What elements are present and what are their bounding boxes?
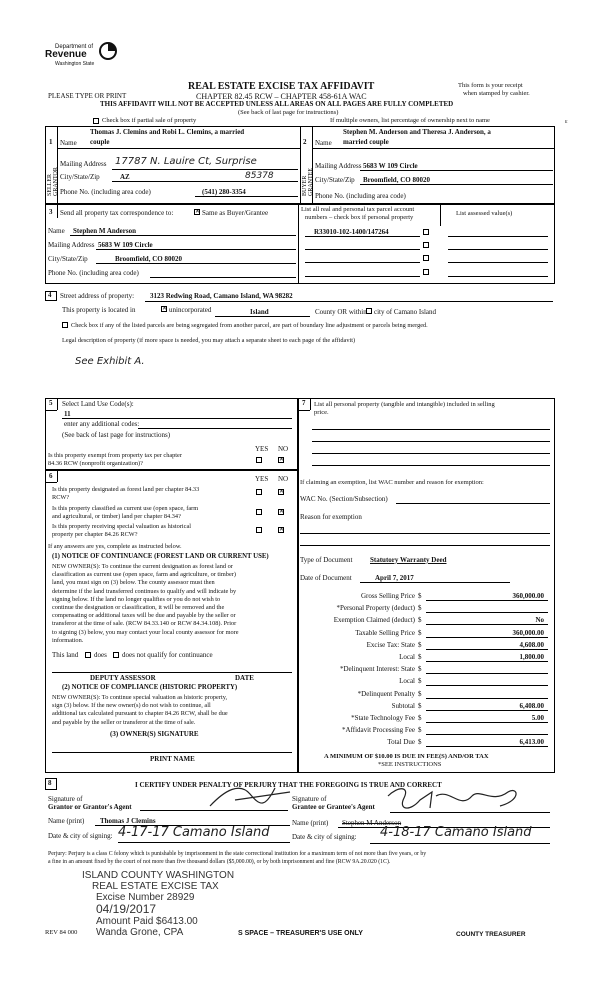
dollar-sign: $ — [418, 628, 422, 637]
section-2-num: 2 — [303, 138, 307, 146]
parcel-header-2: numbers – check box if personal property — [305, 214, 414, 221]
buyer-city-label: City/State/Zip — [315, 176, 355, 184]
street-label: Street address of property: — [60, 292, 135, 300]
tax-row — [300, 688, 552, 700]
grantee-name-value: Stephen M Anderson — [342, 819, 402, 827]
street-value: 3123 Redwing Road, Camano Island, WA 98282 — [150, 292, 293, 300]
additional-codes-label: enter any additional codes: — [64, 420, 140, 428]
yes-6: YES — [255, 475, 269, 483]
tax-row — [300, 602, 552, 614]
grantee-date-value: 4-18-17 Camano Island — [380, 825, 532, 840]
grantee-sig-label-1: Signature of — [292, 795, 327, 803]
tax-row-value: 360,000.00 — [512, 592, 544, 600]
county-value: Island — [250, 308, 269, 316]
unincorporated-checkbox[interactable]: ✕ — [162, 306, 168, 312]
current-use-q-2: and agricultural, or timber) land per chapter 84.34? — [52, 513, 181, 520]
segregated-checkbox[interactable] — [62, 322, 68, 328]
notice-1-line: NEW OWNER(S): To continue the current designation as forest land or — [52, 563, 233, 570]
tax-row — [300, 651, 552, 663]
treasurer-stamp — [82, 870, 252, 938]
owner-signature-label: (3) OWNER(S) SIGNATURE — [110, 730, 199, 738]
city-of-checkbox[interactable] — [366, 308, 372, 314]
exempt-q-2: 84.36 RCW (nonprofit organization)? — [48, 460, 143, 467]
tax-row — [300, 700, 552, 712]
exemption-label: If claiming an exemption, list WAC number and reason for exemption: — [300, 479, 484, 486]
seller-side-label: SELLER GRANTOR — [47, 167, 59, 196]
segregated-label: Check box if any of the listed parcels are being segregated from another parcel, are part of boundary line adjustment or parcels being merged. — [71, 322, 428, 329]
seller-name-label: Name — [60, 139, 77, 147]
stamp-line-4: 04/19/2017 — [96, 902, 157, 916]
corr-mailing-label: Mailing Address — [48, 241, 95, 249]
form-title: REAL ESTATE EXCISE TAX AFFIDAVIT — [188, 81, 375, 92]
see-back-5: (See back of last page for instructions) — [62, 431, 171, 439]
grantor-date-label: Date & city of signing: — [48, 832, 113, 840]
historic-q-1: Is this property receiving special valuation as historical — [52, 523, 192, 530]
grantee-name-label: Name (print) — [292, 819, 329, 827]
dollar-sign: $ — [418, 701, 422, 710]
parcel-header-1: List all real and personal tax parcel account — [301, 206, 415, 213]
deputy-assessor-label: DEPUTY ASSESSOR — [90, 674, 156, 682]
notice-1-line: information. — [52, 636, 84, 644]
dollar-sign: $ — [418, 726, 422, 735]
located-label: This property is located in — [62, 306, 136, 314]
section-1-num: 1 — [49, 138, 53, 146]
please-type: PLEASE TYPE OR PRINT — [48, 92, 127, 100]
personal-property-label-2: price. — [314, 409, 329, 416]
tax-row-label: Gross Selling Price — [360, 592, 415, 600]
buyer-phone-label: Phone No. (including area code) — [315, 192, 406, 200]
seller-zip: 85378 — [245, 171, 274, 181]
tax-row — [300, 736, 552, 748]
does-label: does — [94, 651, 107, 659]
tax-row-value: 4,608.00 — [519, 640, 544, 649]
land-use-value: 11 — [64, 410, 71, 418]
tax-row-label: *Affidavit Processing Fee — [342, 726, 415, 735]
section-3-num: 3 — [49, 208, 53, 216]
doc-type-value: Statutory Warranty Deed — [370, 556, 447, 564]
notice-1-line: to signing (3) below, you may contact your local county assessor for more — [52, 628, 239, 636]
tax-row — [300, 627, 552, 639]
dollar-sign: $ — [418, 713, 422, 722]
land-use-label: Select Land Use Code(s): — [62, 400, 134, 408]
seller-mailing-label: Mailing Address — [60, 160, 107, 168]
tax-row-label: Subtotal — [391, 701, 415, 710]
buyer-name-label: Name — [315, 139, 332, 147]
grantee-date-label: Date & city of signing: — [292, 833, 357, 841]
tax-row-label: Total Due — [387, 738, 415, 747]
section-4-num: 4 — [48, 291, 52, 299]
tax-row-label: *Delinquent Interest: State — [339, 665, 415, 674]
exempt-q-1: Is this property exempt from property tax per chapter — [48, 452, 182, 459]
seller-state: AZ — [120, 173, 130, 181]
assessed-header: List assessed value(s) — [456, 210, 513, 217]
partial-sale-checkbox[interactable] — [93, 118, 99, 124]
parcel-4-checkbox[interactable] — [423, 269, 429, 275]
tax-row — [300, 712, 552, 724]
legal-value: See Exhibit A. — [75, 356, 145, 367]
historic-yes-checkbox[interactable] — [256, 527, 262, 533]
corr-mailing: 5683 W 109 Circle — [98, 241, 153, 249]
see-back-top: (See back of last page for instructions) — [238, 109, 339, 116]
notice-1-title: (1) NOTICE OF CONTINUANCE (FOREST LAND OR CURRENT USE) — [52, 553, 269, 560]
tax-row-label: Exemption Claimed (deduct) — [333, 616, 415, 625]
doc-type-label: Type of Document — [300, 556, 353, 564]
same-as-buyer-label: Same as Buyer/Grantee — [202, 209, 269, 217]
stamp-line-3: Excise Number 28929 — [96, 892, 195, 903]
dor-dept-line1: Department of — [55, 44, 94, 50]
yes-5: YES — [255, 445, 269, 453]
grantor-name-value: Thomas J Clemins — [100, 817, 156, 825]
does-not-qualify-checkbox[interactable] — [113, 652, 119, 658]
buyer-city-value: Broomfield, CO 80020 — [363, 176, 430, 184]
buyer-mailing-label: Mailing Address — [315, 162, 362, 170]
notice-2-line: additional tax calculated pursuant to chapter 84.26 RCW, shall be due — [52, 710, 228, 718]
buyer-name-line2: married couple — [343, 138, 389, 146]
notice-2-line: sign (3) below. If the new owner(s) do not wish to continue, all — [52, 702, 211, 710]
tax-row-label: *Personal Property (deduct) — [336, 604, 415, 613]
stamp-line-1: ISLAND COUNTY WASHINGTON — [82, 870, 235, 881]
notice-1-line: continue the designation or classification, it will be removed and the — [52, 604, 225, 612]
reason-label: Reason for exemption — [300, 513, 362, 521]
seller-phone-label: Phone No. (including area code) — [60, 188, 151, 196]
rev-number: REV 84 000 — [45, 929, 78, 936]
seller-phone: (541) 280-3354 — [202, 188, 246, 196]
multiple-owners-note: If multiple owners, list percentage of ownership next to name — [330, 117, 490, 124]
doc-date-value: April 7, 2017 — [375, 574, 414, 582]
forest-no-checkbox[interactable]: ✕ — [279, 489, 285, 495]
see-instructions: *SEE INSTRUCTIONS — [378, 761, 442, 768]
stray-mark: ε — [565, 119, 568, 125]
notice-1-line: determine if the land transferred continues to qualify and will indicate by — [52, 587, 237, 595]
city-of-value: city of Camano Island — [374, 308, 437, 316]
corr-phone-label: Phone No. (including area code) — [48, 269, 139, 277]
tax-row-label: *Delinquent Penalty — [357, 689, 415, 698]
dollar-sign: $ — [418, 616, 422, 625]
buyer-mailing-value: 5683 W 109 Circle — [363, 162, 418, 170]
parcel-1-checkbox[interactable] — [423, 229, 429, 235]
minimum-note: A MINIMUM OF $10.00 IS DUE IN FEE(S) AND/OR TAX — [324, 753, 489, 760]
receipt-note-1: This form is your receipt — [458, 82, 523, 89]
notice-1-line: transferor at the time of sale. (RCW 84.33.140 or RCW 84.34.108). Prior — [52, 620, 237, 628]
notice-2-body — [52, 694, 294, 727]
perjury-line-1: Perjury: Perjury is a class C felony which is punishable by imprisonment in the state correctional institution for a maximum term of not more than five years, or by — [48, 851, 427, 857]
forest-yes-checkbox[interactable] — [256, 489, 262, 495]
parcel-2-checkbox[interactable] — [423, 242, 429, 248]
tax-calc-table — [300, 590, 552, 750]
seller-name-line2: couple — [90, 138, 110, 146]
buyer-name-line1: Stephen M. Anderson and Theresa J. Anderson, a — [343, 128, 491, 136]
tax-row-value: 1,800.00 — [519, 652, 544, 661]
corr-name-label: Name — [48, 227, 65, 235]
section-8-num: 8 — [48, 779, 52, 787]
doc-date-label: Date of Document — [300, 574, 352, 582]
tax-row — [300, 639, 552, 651]
notice-1-line: classification as current use (open space, farm and agriculture, or timber) — [52, 571, 236, 579]
parcel-3-checkbox[interactable] — [423, 255, 429, 261]
stamp-line-5: Amount Paid $6413.00 — [96, 916, 198, 927]
warning-text: THIS AFFIDAVIT WILL NOT BE ACCEPTED UNLESS ALL AREAS ON ALL PAGES ARE FULLY COMPLETED — [100, 100, 454, 108]
tax-row-label: *State Technology Fee — [351, 713, 415, 722]
dor-logo — [45, 40, 120, 70]
tax-row — [300, 675, 552, 687]
personal-property-label-1: List all personal property (tangible and intangible) included in selling — [314, 401, 495, 408]
historic-q-2: property per chapter 84.26 RCW? — [52, 531, 138, 538]
does-not-label: does not qualify for continuance — [122, 651, 213, 659]
dollar-sign: $ — [418, 652, 422, 661]
notice-1-body — [52, 563, 294, 645]
tax-row-value: 360,000.00 — [512, 628, 544, 637]
perjury-line-2: a fine in an amount fixed by the court of not more than five thousand dollars ($5,000.00), or by both imprisonment and fine (RCW 9A.20.020 (1C). — [48, 859, 391, 865]
tax-row — [300, 663, 552, 675]
dollar-sign: $ — [418, 677, 422, 686]
county-label: County OR within — [315, 308, 367, 316]
dor-emblem-icon — [97, 40, 119, 62]
no-5: NO — [278, 445, 289, 453]
seller-mailing-value: 17787 N. Lauire Ct, Surprise — [115, 156, 257, 167]
stamp-line-2: REAL ESTATE EXCISE TAX — [92, 881, 219, 892]
notice-2-line: and payable by the seller or transferor at the time of sale. — [52, 718, 196, 726]
grantor-signature — [205, 780, 295, 810]
grantee-signature — [380, 782, 530, 816]
section-6-num: 6 — [49, 472, 53, 480]
form-subtitle: CHAPTER 82.45 RCW – CHAPTER 458-61A WAC — [196, 92, 367, 101]
send-correspondence-label: Send all property tax correspondence to: — [60, 209, 174, 217]
tax-row-label: Local — [399, 677, 415, 686]
dollar-sign: $ — [418, 738, 422, 747]
exempt-yes-checkbox[interactable] — [256, 457, 262, 463]
land-qualify-label: This land — [52, 651, 79, 659]
dollar-sign: $ — [418, 665, 422, 674]
tax-row-value: 6,408.00 — [519, 701, 544, 710]
tax-row-value: No — [535, 616, 544, 625]
notice-1-line: signing below. If the land no longer qualifies or you do not wish to — [52, 595, 221, 603]
corr-city: Broomfield, CO 80020 — [115, 255, 182, 263]
grantor-date-value: 4-17-17 Camano Island — [118, 825, 270, 840]
notice-2-line: NEW OWNER(S): To continue special valuation as historic property, — [52, 694, 228, 701]
tax-row — [300, 614, 552, 626]
seller-city-label: City/State/Zip — [60, 173, 100, 181]
notice-1-line: compensating or additional taxes will be due and payable by the seller or — [52, 612, 236, 620]
grantor-sig-label-1: Signature of — [48, 795, 83, 803]
grantor-sig-label-2: Grantor or Grantor's Agent — [48, 803, 132, 811]
current-use-no-checkbox[interactable]: ✕ — [279, 509, 285, 515]
dor-dept-line3: Washington State — [55, 61, 95, 67]
current-use-q-1: Is this property classified as current use (open space, farm — [52, 505, 199, 512]
dollar-sign: $ — [418, 689, 422, 698]
dollar-sign: $ — [418, 592, 422, 600]
tax-row — [300, 724, 552, 736]
historic-no-checkbox[interactable]: ✕ — [279, 527, 285, 533]
tax-row-value: 6,413.00 — [519, 738, 544, 747]
forest-q-2: RCW? — [52, 494, 70, 501]
certify-text: I CERTIFY UNDER PENALTY OF PERJURY THAT THE FOREGOING IS TRUE AND CORRECT — [135, 781, 442, 789]
corr-name: Stephen M Anderson — [73, 227, 137, 235]
corr-city-label: City/State/Zip — [48, 255, 88, 263]
current-use-yes-checkbox[interactable] — [256, 509, 262, 515]
notice-2-title: (2) NOTICE OF COMPLIANCE (HISTORIC PROPERTY) — [62, 684, 238, 691]
seller-name-line1: Thomas J. Clemins and Robi L. Clemins, a married — [90, 128, 245, 136]
date-label-6: DATE — [235, 674, 254, 682]
tax-row-label: Excise Tax: State — [366, 640, 415, 649]
same-as-buyer-checkbox[interactable]: ✕ — [195, 209, 201, 215]
receipt-note-2: when stamped by cashier. — [463, 90, 530, 97]
section-5-num: 5 — [49, 399, 53, 407]
county-treasurer-label: COUNTY TREASURER — [456, 931, 526, 938]
does-qualify-checkbox[interactable] — [85, 652, 91, 658]
if-yes-note: If any answers are yes, complete as instructed below. — [48, 543, 182, 550]
exempt-no-checkbox[interactable]: ✕ — [279, 457, 285, 463]
unincorporated-label: unincorporated — [169, 306, 212, 314]
dor-dept-line2: Revenue — [45, 49, 87, 60]
grantor-name-label: Name (print) — [48, 817, 85, 825]
treasurer-use-only: S SPACE – TREASURER'S USE ONLY — [238, 930, 363, 937]
tax-row — [300, 590, 552, 602]
stamp-line-6: Wanda Grone, CPA — [96, 927, 184, 938]
legal-label: Legal description of property (if more space is needed, you may attach a separate sheet to each page of the affidavit) — [62, 337, 356, 344]
wac-label: WAC No. (Section/Subsection) — [300, 495, 388, 503]
forest-q-1: Is this property designated as forest land per chapter 84.33 — [52, 486, 200, 493]
tax-row-label: Taxable Selling Price — [355, 628, 415, 637]
buyer-side-label: BUYER GRANTEE — [302, 168, 314, 196]
section-7-num: 7 — [302, 399, 306, 407]
dollar-sign: $ — [418, 640, 422, 649]
dollar-sign: $ — [418, 604, 422, 613]
notice-1-line: land, you must sign on (3) below. The county assessor must then — [52, 579, 215, 587]
grantee-sig-label-2: Grantee or Grantee's Agent — [292, 803, 375, 811]
parcel-number: R33010-102-1400/147264 — [314, 228, 389, 236]
tax-row-label: Local — [399, 652, 415, 661]
partial-sale-label: Check box if partial sale of property — [102, 117, 197, 124]
print-name-label: PRINT NAME — [150, 755, 195, 763]
no-6: NO — [278, 475, 289, 483]
tax-row-value: 5.00 — [531, 713, 544, 722]
